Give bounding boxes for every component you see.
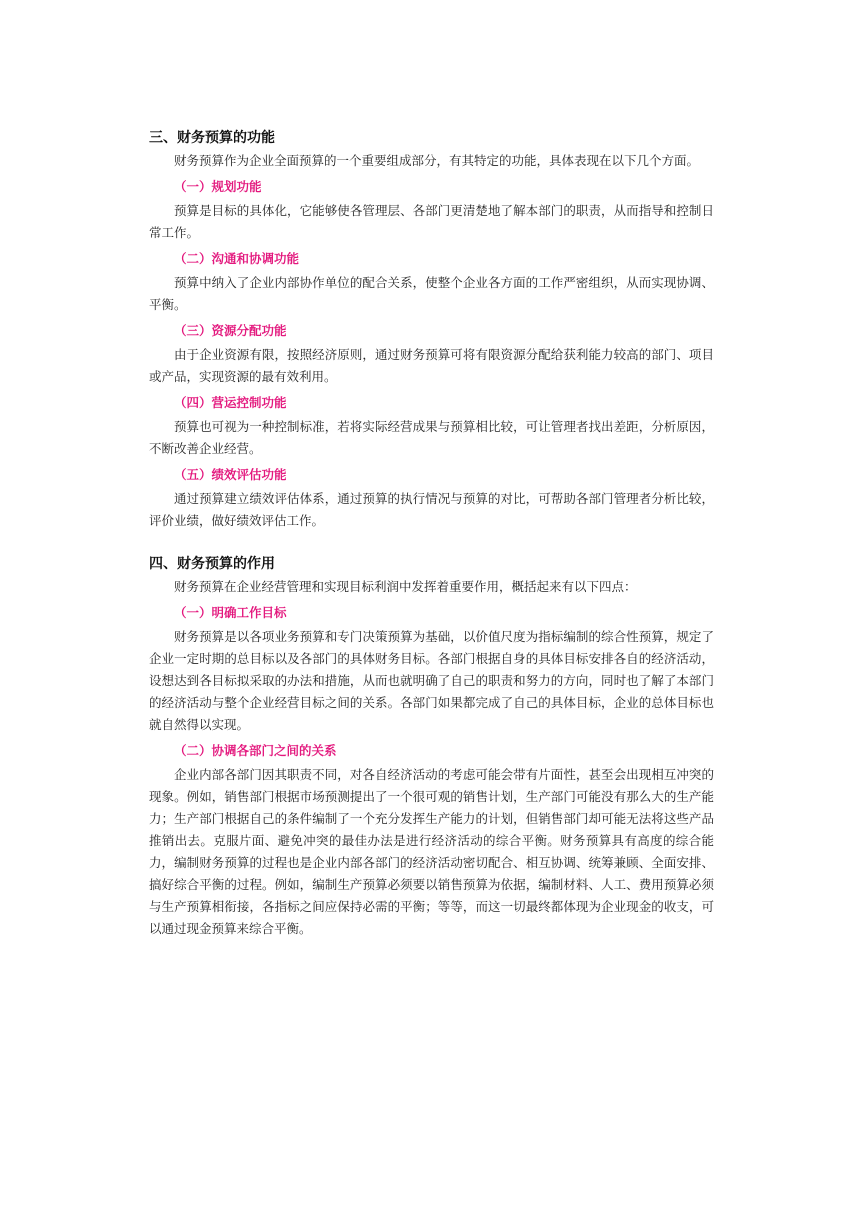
section-roles — [149, 554, 714, 940]
subheading-communication: （二）沟通和协调功能 — [174, 251, 300, 266]
section-intro: 财务预算在企业经营管理和实现目标利润中发挥着重要作用，概括起来有以下四点： — [174, 579, 637, 594]
paragraph: 由于企业资源有限，按照经济原则，通过财务预算可将有限资源分配给获利能力较高的部门、项目或产品，实现资源的最有效利用。 — [149, 347, 714, 384]
paragraph: 预算中纳入了企业内部协作单位的配合关系，使整个企业各方面的工作严密组织，从而实现协调、平衡。 — [149, 275, 714, 312]
subheading-operation-control: （四）营运控制功能 — [174, 395, 287, 410]
section-intro: 财务预算作为企业全面预算的一个重要组成部分，有其特定的功能，具体表现在以下几个方面。 — [174, 153, 700, 168]
document-page — [149, 128, 714, 940]
subheading-resource-allocation: （三）资源分配功能 — [174, 323, 287, 338]
paragraph: 企业内部各部门因其职责不同，对各自经济活动的考虑可能会带有片面性，甚至会出现相互冲突的现象。例如，销售部门根据市场预测提出了一个很可观的销售计划，生产部门可能没有那么大的生产能力；生产部门根据自己的条件编制了一个充分发挥生产能力的计划，但销售部门却可能无法将这些产品推销出去。克服片面、避免冲突的最佳办法是进行经济活动的综合平衡。财务预算具有高度的综合能力，编制财务预算的过程也是企业内部各部门的经济活动密切配合、相互协调、统筹兼顾、全面安排、搞好综合平衡的过程。例如，编制生产预算必须要以销售预算为依据，编制材料、人工、费用预算必须与生产预算相衔接，各指标之间应保持必需的平衡；等等，而这一切最终都体现为企业现金的收支，可以通过现金预算来综合平衡。 — [149, 767, 714, 936]
subheading-clarify-goals: （一）明确工作目标 — [174, 605, 287, 620]
subheading-performance-evaluation: （五）绩效评估功能 — [174, 467, 287, 482]
section-functions — [149, 128, 714, 532]
subheading-coordinate-departments: （二）协调各部门之间的关系 — [174, 743, 337, 758]
paragraph: 预算也可视为一种控制标准，若将实际经营成果与预算相比较，可让管理者找出差距，分析原因，不断改善企业经营。 — [149, 419, 714, 456]
section-heading: 四、财务预算的作用 — [149, 556, 275, 572]
paragraph: 预算是目标的具体化，它能够使各管理层、各部门更清楚地了解本部门的职责，从而指导和控制日常工作。 — [149, 203, 714, 240]
paragraph: 通过预算建立绩效评估体系，通过预算的执行情况与预算的对比，可帮助各部门管理者分析比较，评价业绩，做好绩效评估工作。 — [149, 491, 714, 528]
subheading-planning: （一）规划功能 — [174, 179, 262, 194]
section-heading: 三、财务预算的功能 — [149, 130, 275, 146]
paragraph: 财务预算是以各项业务预算和专门决策预算为基础，以价值尺度为指标编制的综合性预算，规定了企业一定时期的总目标以及各部门的具体财务目标。各部门根据自身的具体目标安排各自的经济活动，设想达到各目标拟采取的办法和措施，从而也就明确了自己的职责和努力的方向，同时也了解了本部门的经济活动与整个企业经营目标之间的关系。各部门如果都完成了自己的具体目标，企业的总体目标也就自然得以实现。 — [149, 629, 714, 732]
